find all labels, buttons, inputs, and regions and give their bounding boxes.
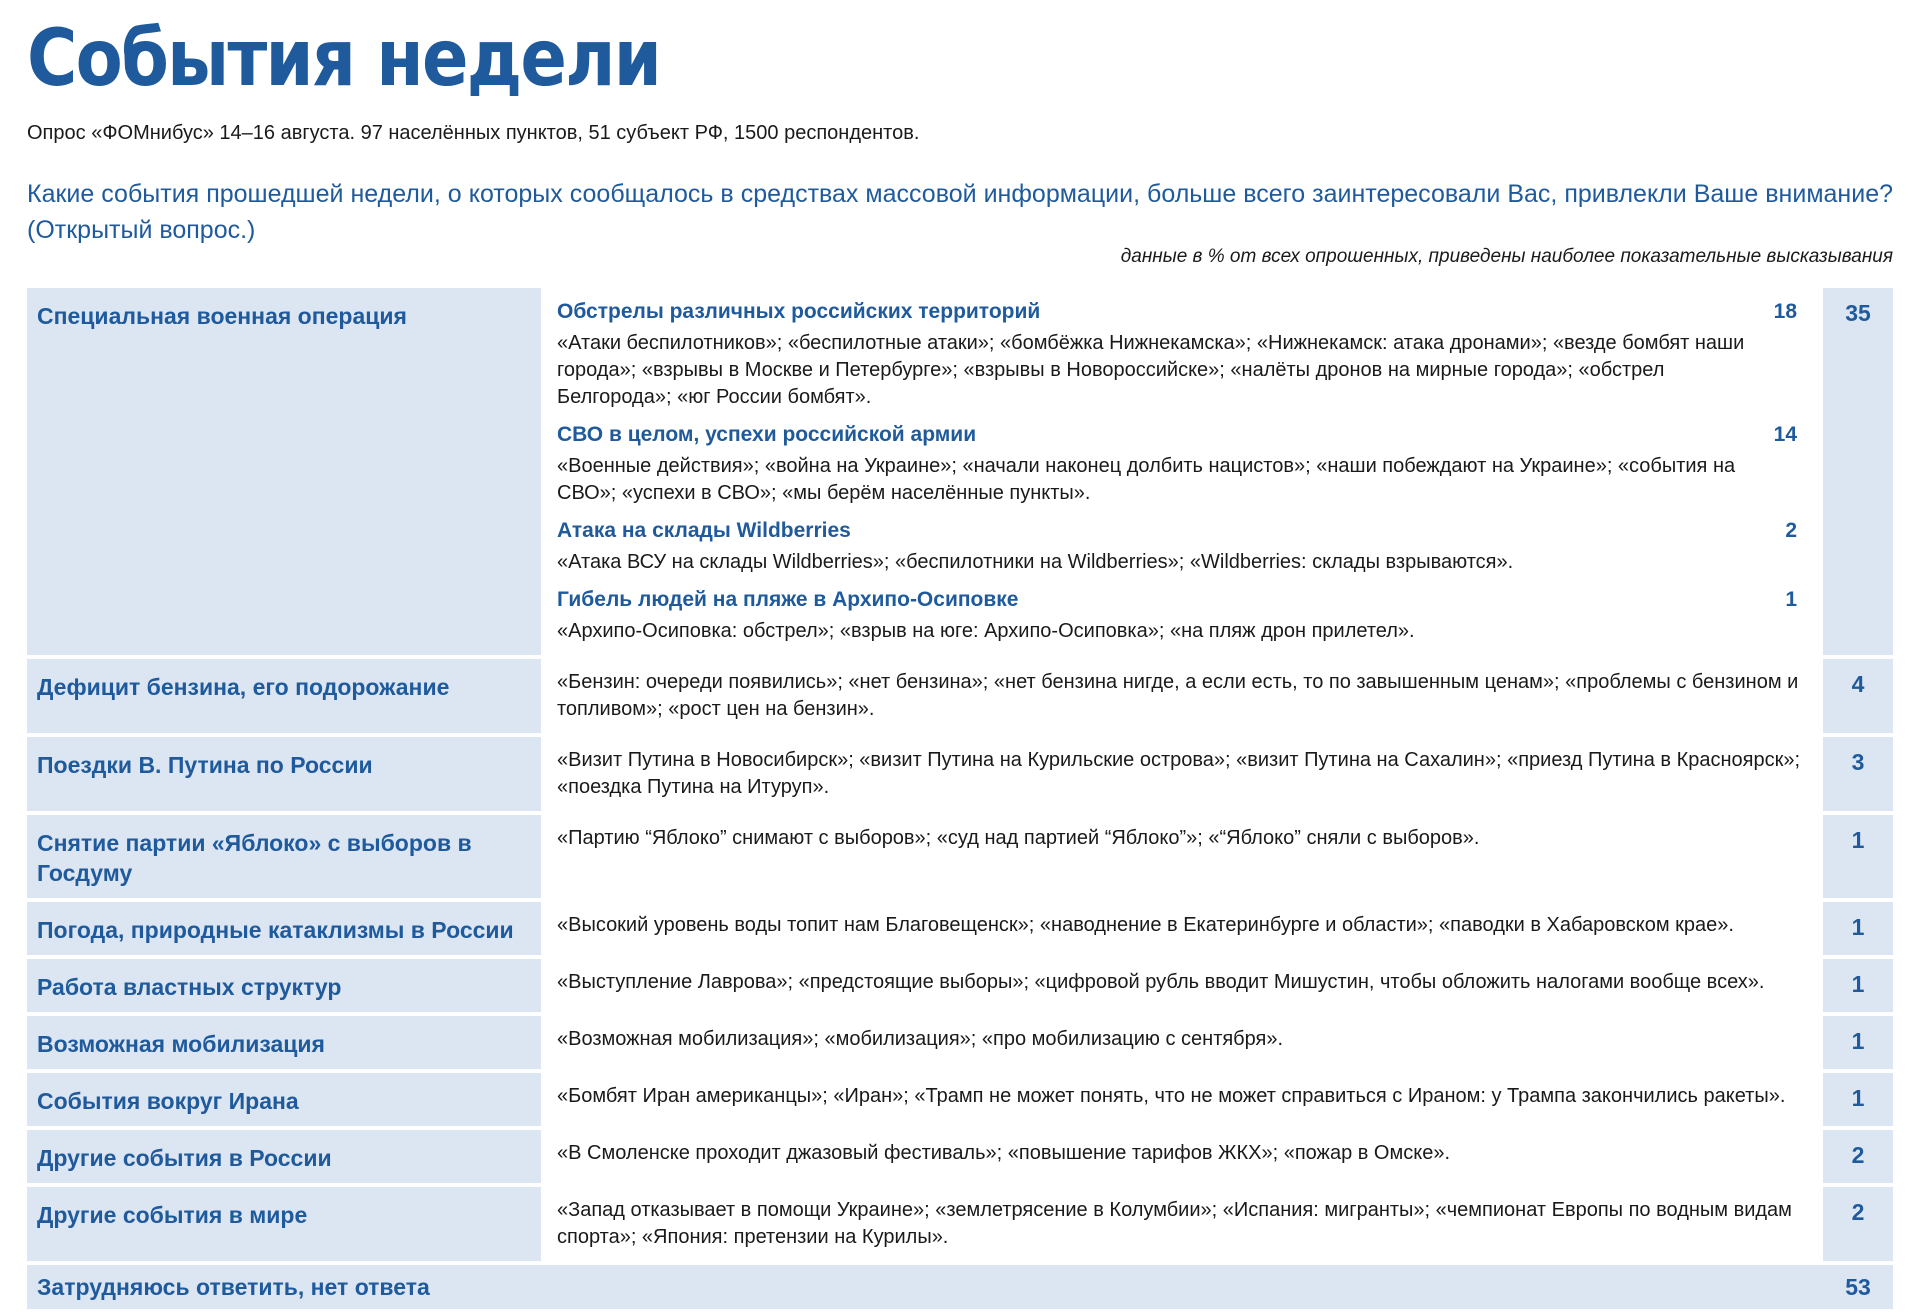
category-label: Снятие партии «Яблоко» с выборов в Госдуму <box>37 830 472 886</box>
subcategory-value: 1 <box>1785 588 1797 611</box>
total-value: 3 <box>1851 749 1865 775</box>
table-row-svo <box>27 288 1893 655</box>
category-label: События вокруг Ирана <box>37 1088 299 1114</box>
subcategory-value: 18 <box>1773 300 1797 323</box>
category-label: Работа властных структур <box>37 974 342 1000</box>
quotes-text: «Визит Путина в Новосибирск»; «визит Путина на Курильские острова»; «визит Путина на Сахалин»; «приезд Путина в Красноярск»; «поездка Путина на Итуруп». <box>557 749 1801 798</box>
data-note: данные в % от всех опрошенных, приведены наиболее показательные высказывания <box>1120 246 1893 267</box>
subcategory <box>547 411 1817 507</box>
subcategory-title: СВО в целом, успехи российской армии <box>557 423 977 446</box>
subcategory-value: 2 <box>1785 519 1797 542</box>
total-value: 1 <box>1851 1028 1865 1054</box>
total-value: 35 <box>1845 300 1871 326</box>
table-row <box>27 1130 1893 1183</box>
subcategory <box>547 288 1817 411</box>
total-value: 53 <box>1845 1274 1871 1300</box>
category-label: Специальная военная операция <box>37 303 407 329</box>
total-value: 2 <box>1851 1199 1865 1225</box>
table-row <box>27 902 1893 955</box>
quotes-text: «Возможная мобилизация»; «мобилизация»; «про мобилизацию с сентября». <box>557 1028 1284 1050</box>
quotes-text: «Бензин: очереди появились»; «нет бензина»; «нет бензина нигде, а если есть, то по завышенным ценам»; «проблемы с бензином и топливом»; «рост цен на бензин». <box>557 671 1799 720</box>
total-value: 1 <box>1851 827 1865 853</box>
quotes-text: «В Смоленске проходит джазовый фестиваль»; «повышение тарифов ЖКХ»; «пожар в Омске». <box>557 1142 1451 1164</box>
category-label: Другие события в России <box>37 1145 332 1171</box>
quotes-text: «Запад отказывает в помощи Украине»; «землетрясение в Колумбии»; «Испания: мигранты»; «чемпионат Европы по водным видам спорта»; «Япония: претензии на Курилы». <box>557 1199 1792 1248</box>
table-row <box>27 1016 1893 1069</box>
page-title: События недели <box>27 14 661 104</box>
table-row <box>27 959 1893 1012</box>
total-cell <box>1823 288 1893 655</box>
subcategory-quotes: «Архипо-Осиповка: обстрел»; «взрыв на юге: Архипо-Осиповка»; «на пляж дрон прилетел». <box>557 620 1415 642</box>
total-value: 1 <box>1851 1085 1865 1111</box>
quotes-text: «Бомбят Иран американцы»; «Иран»; «Трамп не может понять, что не может справиться с Ираном: у Трампа закончились ракеты». <box>557 1085 1786 1107</box>
total-value: 4 <box>1851 671 1865 697</box>
table-row <box>27 737 1893 811</box>
category-cell <box>27 288 547 655</box>
category-label: Затрудняюсь ответить, нет ответа <box>37 1274 430 1300</box>
total-value: 2 <box>1851 1142 1865 1168</box>
table-row <box>27 1187 1893 1261</box>
total-value: 1 <box>1851 914 1865 940</box>
category-label: Дефицит бензина, его подорожание <box>37 674 450 700</box>
category-label: Другие события в мире <box>37 1202 308 1228</box>
survey-info: Опрос «ФОМнибус» 14–16 августа. 97 населённых пунктов, 51 субъект РФ, 1500 респондентов. <box>27 122 920 144</box>
table-row-no-answer <box>27 1265 1893 1309</box>
table-row <box>27 659 1893 733</box>
subcategory-title: Атака на склады Wildberries <box>557 519 851 542</box>
events-table <box>27 284 1893 1313</box>
subcategory-title: Гибель людей на пляже в Архипо-Осиповке <box>557 588 1019 611</box>
subcategory-quotes: «Атака ВСУ на склады Wildberries»; «беспилотники на Wildberries»; «Wildberries: склады взрываются». <box>557 551 1514 573</box>
quotes-text: «Выступление Лаврова»; «предстоящие выборы»; «цифровой рубль вводит Мишустин, чтобы обложить налогами вообще всех». <box>557 971 1765 993</box>
survey-question: Какие события прошедшей недели, о которых сообщалось в средствах массовой информации, больше всего заинтересовали Вас, привлекли Ваше внимание? (Открытый вопрос.) <box>27 180 1893 244</box>
table-row <box>27 1073 1893 1126</box>
table-row <box>27 815 1893 898</box>
subcategory <box>547 576 1817 645</box>
category-label: Возможная мобилизация <box>37 1031 325 1057</box>
total-value: 1 <box>1851 971 1865 997</box>
subcategory <box>547 507 1817 576</box>
quotes-text: «Партию “Яблоко” снимают с выборов»; «суд над партией “Яблоко”»; «“Яблоко” сняли с выборов». <box>557 827 1480 849</box>
subcategory-title: Обстрелы различных российских территорий <box>557 300 1041 323</box>
category-label: Погода, природные катаклизмы в России <box>37 917 514 943</box>
description-cell <box>547 288 1823 655</box>
subcategory-quotes: «Атаки беспилотников»; «беспилотные атаки»; «бомбёжка Нижнекамска»; «Нижнекамск: атака дронами»; «везде бомбят наши города»; «взрывы в Москве и Петербурге»; «взрывы в Новороссийске»; «налёты дронов на мирные города»; «обстрел Белгорода»; «юг России бомбят». <box>557 332 1745 408</box>
category-label: Поездки В. Путина по России <box>37 752 373 778</box>
subcategory-quotes: «Военные действия»; «война на Украине»; «начали наконец долбить нацистов»; «наши побеждают на Украине»; «события на СВО»; «успехи в СВО»; «мы берём населённые пункты». <box>557 455 1736 504</box>
subcategory-value: 14 <box>1773 423 1797 446</box>
quotes-text: «Высокий уровень воды топит нам Благовещенск»; «наводнение в Екатеринбурге и области»; «паводки в Хабаровском крае». <box>557 914 1734 936</box>
